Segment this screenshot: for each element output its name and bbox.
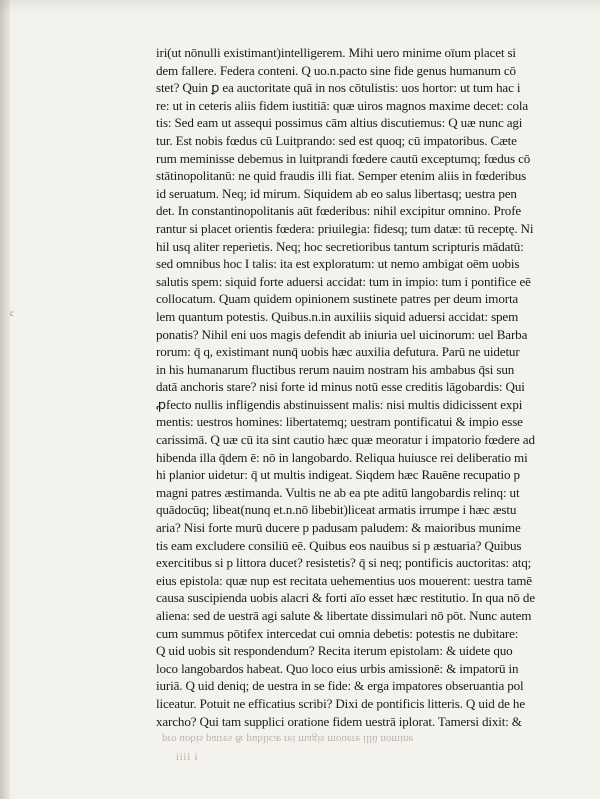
text-line-8: stātinopolitanū: ne quid fraudis illi fiat. Semper etenim aliis in fœderibus	[156, 168, 527, 184]
text-line-19: in his humanarum fluctibus rerum nauim nostram his ambabus q̄si sun	[156, 361, 515, 377]
text-line-4: re: ut in ceteris aliis fidem iustitiā: quæ uiros magnos maxime decet: cola	[156, 97, 529, 113]
text-line-34: cum summus pōtifex intercedat cui omnia debetis: potestis ne dubitare:	[156, 625, 519, 641]
text-line-7: rum meminisse debemus in luitprandi fœdere cautū exceptumq; fœdus cō	[156, 150, 531, 166]
text-line-11: rantur si placet orientis fœdera: priuilegia: fidesq; tum datæ: tū receptę. Ni	[156, 220, 534, 236]
text-line-27: quādocūq; libeat(nunq et.n.nō libebit)liceat armatis irrumpe i hæc æstu	[156, 502, 517, 518]
folio-mark: iiii i	[176, 752, 199, 763]
text-line-12: hil usq aliter reperietis. Neq; hoc secretioribus tantum scripturis mādatū:	[156, 238, 524, 254]
text-line-39: xarcho? Qui tam supplici oratione fidem uestrā iplorat. Tamersi dixit: &	[156, 713, 522, 729]
text-line-23: carissimā. Q uæ cū ita sint cautio hæc quæ meoratur i impatorio fœdere ad	[156, 432, 535, 448]
text-line-14: salutis spem: siquid forte aduersi accidat: tum in impio: tum i pontifice eē	[156, 273, 531, 289]
text-line-3: stet? Quin ꝑ ea auctoritate quā in nos cōtulistis: uos hortor: ut tum hac i	[156, 80, 521, 96]
text-line-1: iri(ut nōnulli existimant)intelligerem. Mihi uero minime oīum placet si	[156, 45, 516, 60]
text-line-16: lem quantum potestis. Quibus.n.in auxiliis siquid aduersi accidat: spem	[156, 308, 519, 324]
text-line-24: hibenda illa q̄dem ē: nō in langobardo. Reliqua huiusce rei deliberatio mi	[156, 449, 528, 465]
binding-edge	[0, 0, 10, 799]
text-line-10: det. In constantinopolitanis aūt fœderibus: nihil excipitur omnino. Profe	[156, 203, 522, 219]
text-line-32: causa suscipienda uobis alacri & forti aīo esset hæc restitutio. In qua nō de	[156, 590, 535, 606]
text-line-2: dem fallere. Federa conteni. Q uo.n.pacto sine fide genus humanum cō	[156, 62, 516, 78]
margin-mark: c	[10, 308, 14, 318]
text-line-31: eius epistola: quæ nup est recitata uehementius uos mouerent: uestra tamē	[156, 572, 532, 588]
text-line-18: rorum: q̄ q, existimant nunq̄ uobis hæc auxilia defutura. Parū ne uidetur	[156, 344, 520, 360]
text-line-9: id seruatum. Neq; id mirum. Siquidem ab eo salus libertasq; uestra pen	[156, 185, 517, 201]
text-line-13: sed omnibus hoc I talis: ita est exploratum: ut nemo ambigat oēm uobis	[156, 256, 520, 272]
text-line-6: tur. Est nobis fœdus cū Luitprando: sed est quoq; cū impatoribus. Cæte	[156, 132, 517, 148]
text-line-37: iuriā. Q uid deniq; de uestra in se fide: & erga impatores obseruantia pol	[156, 678, 524, 694]
text-line-33: aliena: sed de uestrā agi salute & libertate dissimulari nō pōt. Nunc autem	[156, 608, 532, 623]
text-line-20: datā anchoris stare? nisi forte id minus notū esse creditis lāgobardis: Qui	[156, 379, 525, 395]
text-line-21: ꝓfecto nullis infligendis abstinuissent malis: nisi multis didicissent expi	[156, 396, 523, 412]
text-block	[156, 44, 556, 730]
text-line-35: Q uid uobis sit respondendum? Recita iterum epistolam: & uidete quo	[156, 643, 513, 659]
text-line-22: mentis: uestros homines: libertatemq; uestram pontificatui & impio esse	[156, 414, 523, 430]
text-line-38: liceatur. Potuit ne efficatius scribi? Dixi de pontificis litteris. Q uid de he	[156, 695, 525, 711]
text-line-28: aria? Nisi forte murū ducere p padusam paludem: & maioribus munime	[156, 520, 521, 536]
text-line-15: collocatum. Quam quidem opinionem sustinete patres per deum imorta	[156, 291, 519, 307]
text-line-29: tis eam excludere consiliū eē. Quibus eos nauibus si p æstuaria? Quibus	[156, 537, 522, 553]
page-shadow	[0, 0, 600, 14]
text-line-36: loco langobardos habeat. Quo loco eius urbis amissionē: & impatorū in	[156, 660, 519, 676]
bleed-through-text: pro uobis patres & publicæ rei magis mouere illū nomine	[162, 733, 414, 745]
text-line-25: hi planior uidetur: q̄ ut multis indigeat. Siqdem hæc Rauēne recupatio p	[156, 467, 520, 483]
text-line-26: magni patres æstimanda. Vultis ne ab ea pte aditū langobardis relinq: ut	[156, 484, 520, 500]
text-line-17: ponatis? Nihil eni uos magis defendit ab iniuria uel uicinorum: uel Barba	[156, 326, 528, 342]
text-line-5: tis: Sed eam ut assequi possimus cām altius discutiemus: Q uæ nunc agi	[156, 115, 523, 131]
text-line-30: exercitibus si p littora ducet? resistetis? q̄ si neq; pontificis auctoritas: atq;	[156, 555, 532, 571]
